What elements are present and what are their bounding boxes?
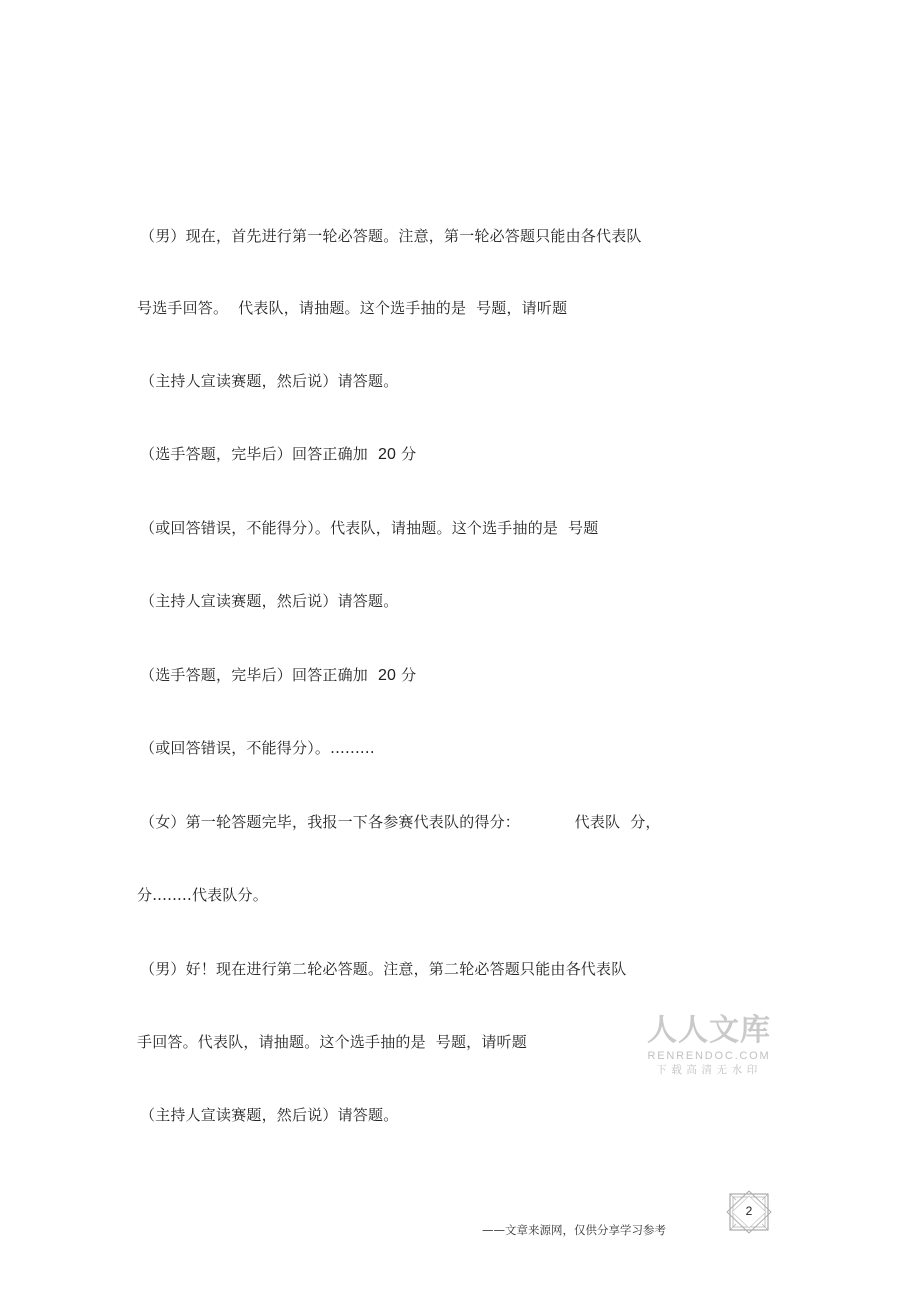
text-line-10: 分........代表队分。 <box>137 886 268 904</box>
text-line-4 <box>140 444 416 465</box>
site-watermark <box>646 1013 772 1077</box>
score-value: 20 <box>377 667 397 684</box>
watermark-subtitle: 下载高清无水印 <box>656 1064 762 1076</box>
watermark-logo-text: 人人文库 <box>647 1013 771 1048</box>
text-line-12: 手回答。代表队，请抽题。这个选手抽的是 号题，请听题 <box>137 1033 527 1051</box>
page-number: 2 <box>745 1204 753 1218</box>
text-line-1: （男）现在，首先进行第一轮必答题。注意，第一轮必答题只能由各代表队 <box>140 227 642 245</box>
text-line-13: （主持人宣读赛题，然后说）请答题。 <box>140 1106 399 1124</box>
text-line-3: （主持人宣读赛题，然后说）请答题。 <box>140 372 399 390</box>
text-line-11: （男）好！现在进行第二轮必答题。注意，第二轮必答题只能由各代表队 <box>140 960 627 978</box>
text-line-8: （或回答错误，不能得分）。......... <box>140 739 375 757</box>
score-value: 20 <box>377 446 397 463</box>
text-line-9: （女）第一轮答题完毕，我报一下各参赛代表队的得分： 代表队 分， <box>140 813 661 831</box>
text-line-4-main: （选手答题，完毕后）回答正确加 <box>140 445 378 463</box>
footer-source-note: ——文章来源网，仅供分享学习参考 <box>482 1223 666 1237</box>
text-line-2: 号选手回答。 代表队，请抽题。这个选手抽的是 号题，请听题 <box>137 299 568 317</box>
text-line-7-main: （选手答题，完毕后）回答正确加 <box>140 666 378 684</box>
page-number-badge <box>724 1190 774 1234</box>
score-unit: 分 <box>396 445 417 463</box>
text-line-6: （主持人宣读赛题，然后说）请答题。 <box>140 592 399 610</box>
watermark-url: RENRENDOC.COM <box>647 1050 771 1062</box>
score-unit: 分 <box>396 666 417 684</box>
text-line-7 <box>140 665 416 686</box>
text-line-5: （或回答错误，不能得分）。代表队，请抽题。这个选手抽的是 号题 <box>140 519 599 537</box>
